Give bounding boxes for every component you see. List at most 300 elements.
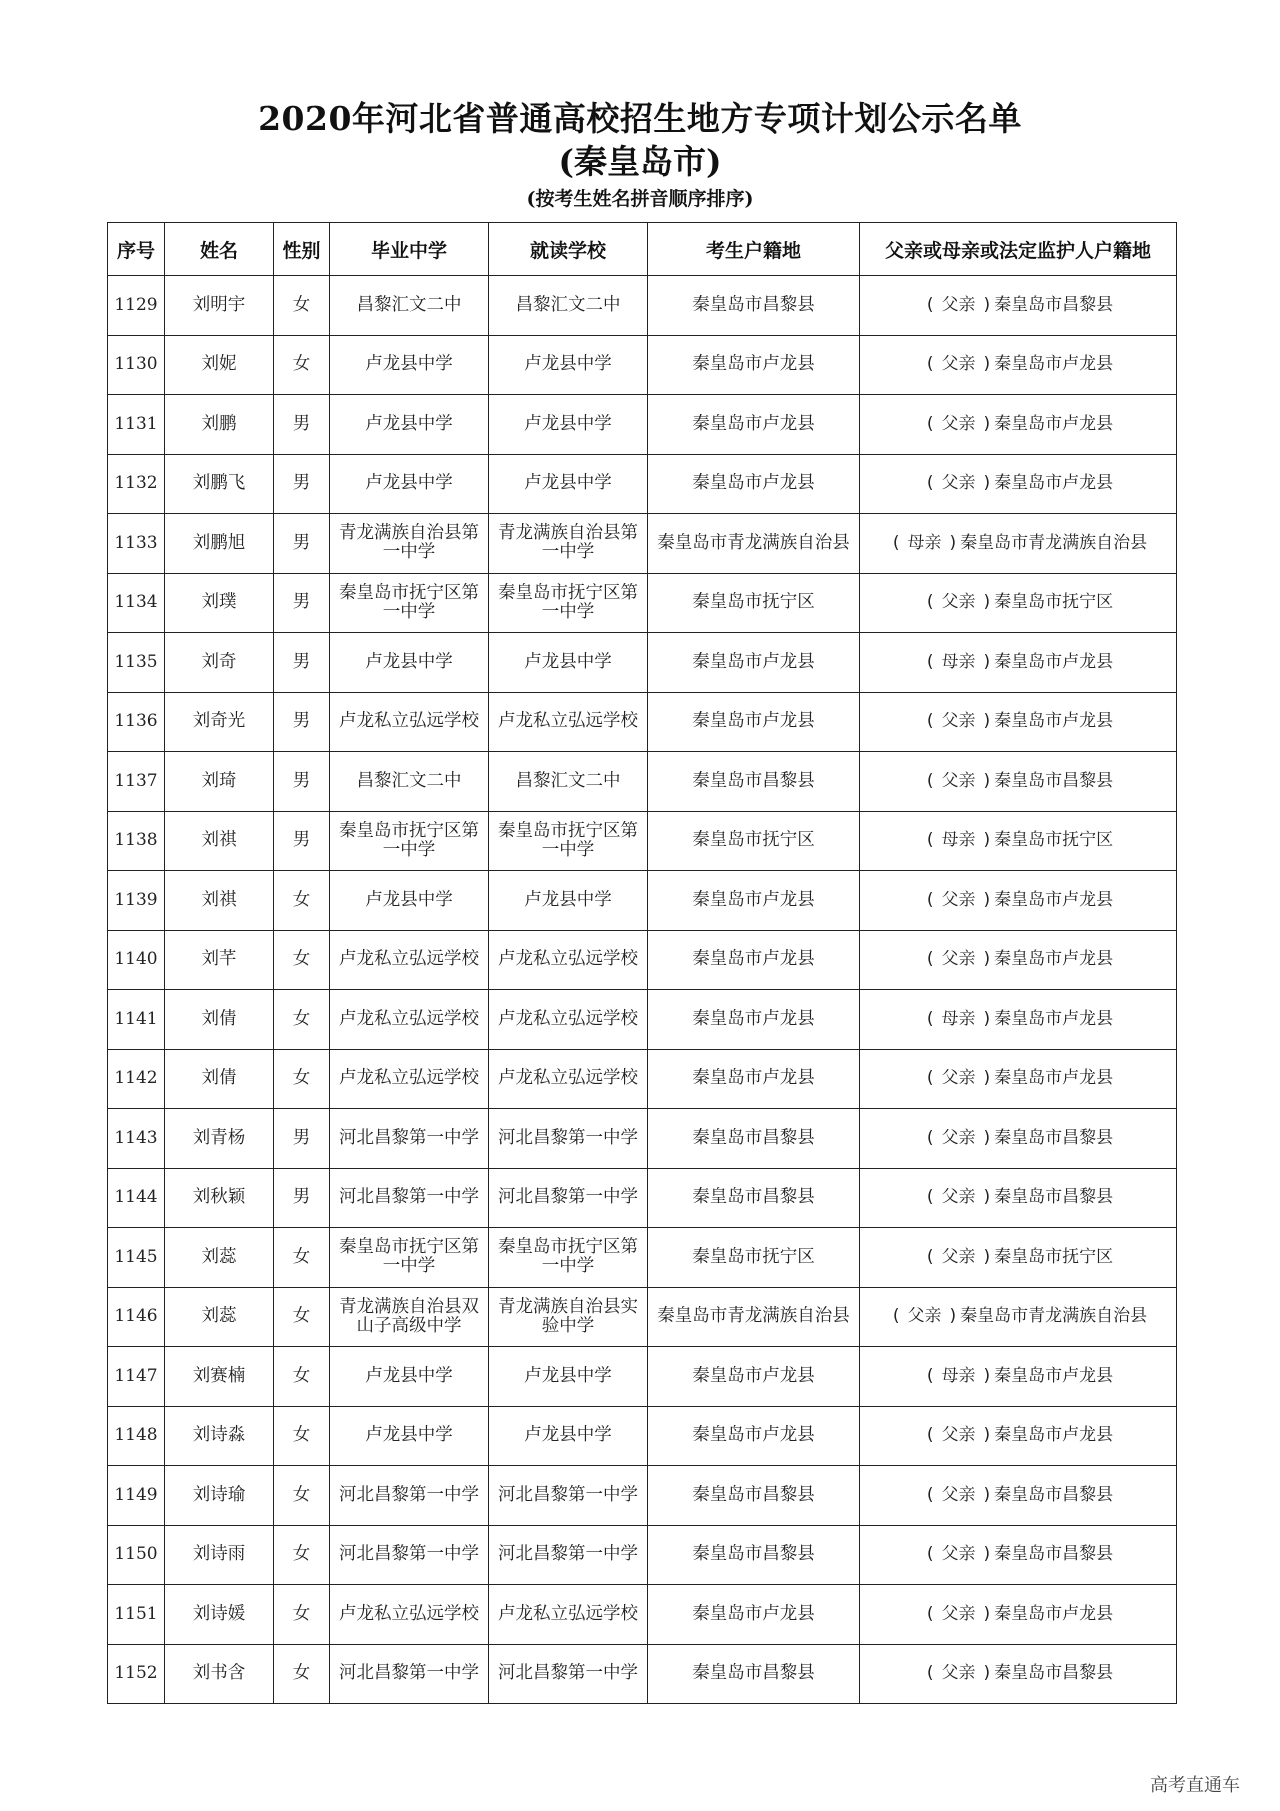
cell-name: 刘奇光 <box>165 692 274 752</box>
cell-seq: 1145 <box>108 1228 165 1288</box>
cell-hukou: 秦皇岛市昌黎县 <box>648 1525 860 1585</box>
cell-current-school: 秦皇岛市抚宁区第一中学 <box>489 811 648 871</box>
relation-close: ) <box>983 1068 991 1089</box>
cell-current-school: 卢龙县中学 <box>489 871 648 931</box>
table-row <box>108 633 1177 693</box>
cell-grad-school: 卢龙私立弘远学校 <box>330 990 489 1050</box>
cell-gender: 男 <box>274 633 330 693</box>
relation-close: ) <box>983 354 991 375</box>
relation-open: ( <box>926 473 934 494</box>
cell-current-school: 昌黎汇文二中 <box>489 752 648 812</box>
cell-name: 刘鹏旭 <box>165 514 274 574</box>
cell-gender: 女 <box>274 276 330 336</box>
cell-hukou: 秦皇岛市青龙满族自治县 <box>648 1287 860 1347</box>
table-row <box>108 811 1177 871</box>
cell-grad-school: 卢龙县中学 <box>330 1347 489 1407</box>
relation-label: 父亲 <box>941 354 976 375</box>
cell-gender: 女 <box>274 1228 330 1288</box>
relation-close: ) <box>983 473 991 494</box>
cell-grad-school: 昌黎汇文二中 <box>330 276 489 336</box>
cell-seq: 1137 <box>108 752 165 812</box>
cell-name: 刘青杨 <box>165 1109 274 1169</box>
cell-hukou: 秦皇岛市卢龙县 <box>648 930 860 990</box>
relation-close: ) <box>983 651 991 672</box>
relation-open: ( <box>926 413 934 434</box>
cell-guardian <box>860 811 1177 871</box>
cell-hukou: 秦皇岛市昌黎县 <box>648 752 860 812</box>
relation-close: ) <box>949 1306 957 1327</box>
cell-current-school: 卢龙县中学 <box>489 454 648 514</box>
cell-seq: 1135 <box>108 633 165 693</box>
cell-guardian <box>860 692 1177 752</box>
relation-label: 父亲 <box>941 770 976 791</box>
cell-current-school: 河北昌黎第一中学 <box>489 1168 648 1228</box>
cell-guardian <box>860 1585 1177 1645</box>
guardian-hukou: 秦皇岛市卢龙县 <box>994 413 1114 434</box>
guardian-hukou: 秦皇岛市昌黎县 <box>994 770 1114 791</box>
relation-close: ) <box>983 770 991 791</box>
cell-current-school: 昌黎汇文二中 <box>489 276 648 336</box>
cell-gender: 女 <box>274 1525 330 1585</box>
table-row <box>108 1644 1177 1704</box>
cell-current-school: 秦皇岛市抚宁区第一中学 <box>489 573 648 633</box>
relation-open: ( <box>926 1603 934 1624</box>
cell-gender: 男 <box>274 752 330 812</box>
relation-close: ) <box>983 889 991 910</box>
cell-guardian <box>860 1109 1177 1169</box>
cell-name: 刘明宇 <box>165 276 274 336</box>
table-row <box>108 990 1177 1050</box>
cell-hukou: 秦皇岛市昌黎县 <box>648 1168 860 1228</box>
cell-name: 刘诗淼 <box>165 1406 274 1466</box>
relation-close: ) <box>983 1365 991 1386</box>
guardian-hukou: 秦皇岛市卢龙县 <box>994 711 1114 732</box>
table-row <box>108 752 1177 812</box>
guardian-hukou: 秦皇岛市卢龙县 <box>994 949 1114 970</box>
cell-grad-school: 河北昌黎第一中学 <box>330 1525 489 1585</box>
cell-grad-school: 卢龙私立弘远学校 <box>330 692 489 752</box>
table-row <box>108 1585 1177 1645</box>
guardian-hukou: 秦皇岛市昌黎县 <box>994 1544 1114 1565</box>
cell-grad-school: 河北昌黎第一中学 <box>330 1109 489 1169</box>
cell-guardian <box>860 752 1177 812</box>
cell-guardian <box>860 1347 1177 1407</box>
cell-seq: 1130 <box>108 335 165 395</box>
cell-grad-school: 卢龙县中学 <box>330 454 489 514</box>
cell-current-school: 卢龙县中学 <box>489 633 648 693</box>
cell-hukou: 秦皇岛市昌黎县 <box>648 1109 860 1169</box>
cell-hukou: 秦皇岛市卢龙县 <box>648 1049 860 1109</box>
relation-open: ( <box>926 949 934 970</box>
relation-close: ) <box>983 294 991 315</box>
cell-hukou: 秦皇岛市卢龙县 <box>648 454 860 514</box>
document-subtitle: (秦皇岛市) <box>558 142 722 181</box>
table-row <box>108 1287 1177 1347</box>
cell-grad-school: 河北昌黎第一中学 <box>330 1168 489 1228</box>
cell-name: 刘妮 <box>165 335 274 395</box>
relation-close: ) <box>983 1663 991 1684</box>
cell-seq: 1151 <box>108 1585 165 1645</box>
cell-hukou: 秦皇岛市卢龙县 <box>648 395 860 455</box>
cell-hukou: 秦皇岛市卢龙县 <box>648 335 860 395</box>
cell-seq: 1147 <box>108 1347 165 1407</box>
cell-grad-school: 青龙满族自治县双山子高级中学 <box>330 1287 489 1347</box>
relation-open: ( <box>926 1425 934 1446</box>
cell-name: 刘璞 <box>165 573 274 633</box>
cell-grad-school: 秦皇岛市抚宁区第一中学 <box>330 573 489 633</box>
relation-open: ( <box>926 1544 934 1565</box>
relation-open: ( <box>926 1663 934 1684</box>
relation-open: ( <box>892 1306 900 1327</box>
cell-name: 刘蕊 <box>165 1287 274 1347</box>
relation-close: ) <box>983 1544 991 1565</box>
cell-hukou: 秦皇岛市卢龙县 <box>648 990 860 1050</box>
table-row <box>108 1109 1177 1169</box>
relation-open: ( <box>926 1246 934 1267</box>
guardian-hukou: 秦皇岛市卢龙县 <box>994 651 1114 672</box>
guardian-hukou: 秦皇岛市卢龙县 <box>994 1603 1114 1624</box>
cell-grad-school: 卢龙私立弘远学校 <box>330 1049 489 1109</box>
cell-guardian <box>860 1287 1177 1347</box>
roster-body <box>108 276 1177 1704</box>
cell-grad-school: 卢龙县中学 <box>330 395 489 455</box>
cell-seq: 1140 <box>108 930 165 990</box>
cell-current-school: 河北昌黎第一中学 <box>489 1525 648 1585</box>
cell-grad-school: 卢龙县中学 <box>330 871 489 931</box>
cell-grad-school: 河北昌黎第一中学 <box>330 1644 489 1704</box>
cell-hukou: 秦皇岛市昌黎县 <box>648 1466 860 1526</box>
relation-label: 母亲 <box>941 651 976 672</box>
header-current-school: 就读学校 <box>489 223 648 276</box>
cell-current-school: 河北昌黎第一中学 <box>489 1466 648 1526</box>
cell-seq: 1143 <box>108 1109 165 1169</box>
cell-name: 刘赛楠 <box>165 1347 274 1407</box>
cell-hukou: 秦皇岛市卢龙县 <box>648 1406 860 1466</box>
header-name: 姓名 <box>165 223 274 276</box>
cell-grad-school: 昌黎汇文二中 <box>330 752 489 812</box>
cell-hukou: 秦皇岛市抚宁区 <box>648 1228 860 1288</box>
relation-open: ( <box>926 1127 934 1148</box>
cell-name: 刘秋颖 <box>165 1168 274 1228</box>
roster-table <box>107 222 1177 1704</box>
cell-guardian <box>860 395 1177 455</box>
cell-grad-school: 秦皇岛市抚宁区第一中学 <box>330 1228 489 1288</box>
guardian-hukou: 秦皇岛市青龙满族自治县 <box>960 532 1148 553</box>
cell-grad-school: 秦皇岛市抚宁区第一中学 <box>330 811 489 871</box>
cell-gender: 女 <box>274 1347 330 1407</box>
header-guardian-hukou: 父亲或母亲或法定监护人户籍地 <box>860 223 1177 276</box>
relation-close: ) <box>983 592 991 613</box>
table-row <box>108 454 1177 514</box>
guardian-hukou: 秦皇岛市昌黎县 <box>994 1663 1114 1684</box>
cell-guardian <box>860 454 1177 514</box>
cell-gender: 男 <box>274 1109 330 1169</box>
relation-close: ) <box>983 1246 991 1267</box>
guardian-hukou: 秦皇岛市抚宁区 <box>994 592 1114 613</box>
cell-seq: 1152 <box>108 1644 165 1704</box>
guardian-hukou: 秦皇岛市昌黎县 <box>994 294 1114 315</box>
table-row <box>108 1406 1177 1466</box>
cell-current-school: 卢龙县中学 <box>489 335 648 395</box>
cell-hukou: 秦皇岛市抚宁区 <box>648 573 860 633</box>
cell-guardian <box>860 1466 1177 1526</box>
cell-gender: 男 <box>274 454 330 514</box>
relation-close: ) <box>983 949 991 970</box>
table-row <box>108 1228 1177 1288</box>
cell-gender: 女 <box>274 990 330 1050</box>
guardian-hukou: 秦皇岛市卢龙县 <box>994 1425 1114 1446</box>
cell-name: 刘琦 <box>165 752 274 812</box>
cell-name: 刘芊 <box>165 930 274 990</box>
guardian-hukou: 秦皇岛市卢龙县 <box>994 1068 1114 1089</box>
cell-seq: 1146 <box>108 1287 165 1347</box>
cell-name: 刘祺 <box>165 811 274 871</box>
cell-current-school: 卢龙县中学 <box>489 1406 648 1466</box>
cell-guardian <box>860 1406 1177 1466</box>
table-row <box>108 514 1177 574</box>
cell-gender: 男 <box>274 514 330 574</box>
cell-name: 刘诗媛 <box>165 1585 274 1645</box>
cell-current-school: 卢龙县中学 <box>489 1347 648 1407</box>
cell-gender: 女 <box>274 1466 330 1526</box>
header-gender: 性别 <box>274 223 330 276</box>
guardian-hukou: 秦皇岛市抚宁区 <box>994 1246 1114 1267</box>
relation-label: 父亲 <box>941 592 976 613</box>
table-row <box>108 1347 1177 1407</box>
table-row <box>108 871 1177 931</box>
relation-label: 父亲 <box>941 889 976 910</box>
relation-label: 父亲 <box>941 1127 976 1148</box>
cell-guardian <box>860 633 1177 693</box>
relation-open: ( <box>926 711 934 732</box>
cell-seq: 1138 <box>108 811 165 871</box>
table-row <box>108 1466 1177 1526</box>
table-row <box>108 335 1177 395</box>
cell-grad-school: 河北昌黎第一中学 <box>330 1466 489 1526</box>
cell-seq: 1144 <box>108 1168 165 1228</box>
relation-open: ( <box>926 1008 934 1029</box>
cell-guardian <box>860 930 1177 990</box>
relation-close: ) <box>983 1484 991 1505</box>
cell-name: 刘奇 <box>165 633 274 693</box>
cell-current-school: 青龙满族自治县第一中学 <box>489 514 648 574</box>
cell-name: 刘祺 <box>165 871 274 931</box>
cell-guardian <box>860 990 1177 1050</box>
cell-grad-school: 卢龙私立弘远学校 <box>330 930 489 990</box>
cell-gender: 女 <box>274 1406 330 1466</box>
guardian-hukou: 秦皇岛市卢龙县 <box>994 473 1114 494</box>
cell-gender: 女 <box>274 1049 330 1109</box>
relation-label: 母亲 <box>907 532 942 553</box>
relation-open: ( <box>926 1365 934 1386</box>
cell-grad-school: 卢龙县中学 <box>330 1406 489 1466</box>
relation-label: 父亲 <box>941 413 976 434</box>
guardian-hukou: 秦皇岛市抚宁区 <box>994 830 1114 851</box>
cell-gender: 男 <box>274 573 330 633</box>
relation-label: 母亲 <box>941 830 976 851</box>
relation-label: 父亲 <box>907 1306 942 1327</box>
cell-seq: 1136 <box>108 692 165 752</box>
sort-note: (按考生姓名拼音顺序排序) <box>526 188 754 210</box>
cell-current-school: 卢龙私立弘远学校 <box>489 990 648 1050</box>
cell-name: 刘蕊 <box>165 1228 274 1288</box>
guardian-hukou: 秦皇岛市昌黎县 <box>994 1127 1114 1148</box>
cell-hukou: 秦皇岛市卢龙县 <box>648 1585 860 1645</box>
relation-close: ) <box>983 711 991 732</box>
cell-guardian <box>860 1049 1177 1109</box>
cell-gender: 男 <box>274 395 330 455</box>
header-grad-school: 毕业中学 <box>330 223 489 276</box>
relation-close: ) <box>983 413 991 434</box>
header-hukou: 考生户籍地 <box>648 223 860 276</box>
cell-current-school: 青龙满族自治县实验中学 <box>489 1287 648 1347</box>
cell-hukou: 秦皇岛市昌黎县 <box>648 276 860 336</box>
relation-close: ) <box>983 1603 991 1624</box>
cell-current-school: 卢龙私立弘远学校 <box>489 692 648 752</box>
relation-open: ( <box>926 1187 934 1208</box>
cell-guardian <box>860 514 1177 574</box>
relation-open: ( <box>926 294 934 315</box>
relation-close: ) <box>983 1127 991 1148</box>
cell-seq: 1148 <box>108 1406 165 1466</box>
cell-seq: 1141 <box>108 990 165 1050</box>
relation-label: 父亲 <box>941 473 976 494</box>
relation-open: ( <box>926 1068 934 1089</box>
cell-seq: 1133 <box>108 514 165 574</box>
table-row <box>108 573 1177 633</box>
guardian-hukou: 秦皇岛市卢龙县 <box>994 1365 1114 1386</box>
relation-close: ) <box>983 1425 991 1446</box>
cell-name: 刘诗瑜 <box>165 1466 274 1526</box>
cell-gender: 女 <box>274 871 330 931</box>
cell-guardian <box>860 1228 1177 1288</box>
document-title: 2020年河北省普通高校招生地方专项计划公示名单 <box>258 99 1022 138</box>
cell-gender: 女 <box>274 1644 330 1704</box>
cell-name: 刘书含 <box>165 1644 274 1704</box>
cell-gender: 女 <box>274 930 330 990</box>
cell-hukou: 秦皇岛市抚宁区 <box>648 811 860 871</box>
cell-current-school: 秦皇岛市抚宁区第一中学 <box>489 1228 648 1288</box>
relation-open: ( <box>892 532 900 553</box>
relation-close: ) <box>949 532 957 553</box>
relation-label: 父亲 <box>941 1187 976 1208</box>
table-row <box>108 395 1177 455</box>
cell-gender: 男 <box>274 811 330 871</box>
cell-guardian <box>860 573 1177 633</box>
cell-name: 刘倩 <box>165 990 274 1050</box>
relation-label: 父亲 <box>941 1663 976 1684</box>
relation-open: ( <box>926 651 934 672</box>
cell-name: 刘鹏飞 <box>165 454 274 514</box>
cell-grad-school: 青龙满族自治县第一中学 <box>330 514 489 574</box>
cell-guardian <box>860 871 1177 931</box>
cell-seq: 1132 <box>108 454 165 514</box>
relation-label: 父亲 <box>941 949 976 970</box>
document-header <box>0 96 1280 214</box>
table-row <box>108 276 1177 336</box>
cell-gender: 女 <box>274 1287 330 1347</box>
guardian-hukou: 秦皇岛市卢龙县 <box>994 889 1114 910</box>
relation-close: ) <box>983 1187 991 1208</box>
cell-seq: 1149 <box>108 1466 165 1526</box>
relation-label: 父亲 <box>941 1425 976 1446</box>
cell-name: 刘鹏 <box>165 395 274 455</box>
cell-current-school: 河北昌黎第一中学 <box>489 1109 648 1169</box>
cell-guardian <box>860 1525 1177 1585</box>
relation-label: 父亲 <box>941 294 976 315</box>
relation-label: 母亲 <box>941 1008 976 1029</box>
relation-label: 父亲 <box>941 1246 976 1267</box>
cell-seq: 1139 <box>108 871 165 931</box>
table-row <box>108 692 1177 752</box>
cell-hukou: 秦皇岛市卢龙县 <box>648 871 860 931</box>
cell-hukou: 秦皇岛市昌黎县 <box>648 1644 860 1704</box>
guardian-hukou: 秦皇岛市青龙满族自治县 <box>960 1306 1148 1327</box>
guardian-hukou: 秦皇岛市昌黎县 <box>994 1484 1114 1505</box>
cell-guardian <box>860 1644 1177 1704</box>
cell-seq: 1150 <box>108 1525 165 1585</box>
relation-close: ) <box>983 1008 991 1029</box>
relation-close: ) <box>983 830 991 851</box>
cell-current-school: 卢龙私立弘远学校 <box>489 930 648 990</box>
relation-open: ( <box>926 830 934 851</box>
relation-open: ( <box>926 1484 934 1505</box>
cell-current-school: 卢龙私立弘远学校 <box>489 1585 648 1645</box>
cell-gender: 女 <box>274 335 330 395</box>
relation-open: ( <box>926 354 934 375</box>
cell-seq: 1142 <box>108 1049 165 1109</box>
cell-gender: 女 <box>274 1585 330 1645</box>
guardian-hukou: 秦皇岛市昌黎县 <box>994 1187 1114 1208</box>
cell-name: 刘倩 <box>165 1049 274 1109</box>
cell-grad-school: 卢龙私立弘远学校 <box>330 1585 489 1645</box>
relation-label: 父亲 <box>941 1484 976 1505</box>
table-row <box>108 1049 1177 1109</box>
guardian-hukou: 秦皇岛市卢龙县 <box>994 354 1114 375</box>
cell-gender: 男 <box>274 692 330 752</box>
relation-label: 父亲 <box>941 711 976 732</box>
cell-grad-school: 卢龙县中学 <box>330 335 489 395</box>
table-row <box>108 1168 1177 1228</box>
cell-current-school: 河北昌黎第一中学 <box>489 1644 648 1704</box>
cell-seq: 1131 <box>108 395 165 455</box>
cell-hukou: 秦皇岛市卢龙县 <box>648 692 860 752</box>
cell-seq: 1129 <box>108 276 165 336</box>
watermark: 高考直通车 <box>1150 1775 1240 1796</box>
relation-label: 母亲 <box>941 1365 976 1386</box>
relation-label: 父亲 <box>941 1544 976 1565</box>
cell-gender: 男 <box>274 1168 330 1228</box>
cell-current-school: 卢龙县中学 <box>489 395 648 455</box>
header-seq: 序号 <box>108 223 165 276</box>
relation-open: ( <box>926 592 934 613</box>
cell-guardian <box>860 276 1177 336</box>
cell-name: 刘诗雨 <box>165 1525 274 1585</box>
cell-guardian <box>860 1168 1177 1228</box>
cell-current-school: 卢龙私立弘远学校 <box>489 1049 648 1109</box>
cell-guardian <box>860 335 1177 395</box>
relation-label: 父亲 <box>941 1603 976 1624</box>
relation-open: ( <box>926 889 934 910</box>
cell-grad-school: 卢龙县中学 <box>330 633 489 693</box>
guardian-hukou: 秦皇岛市卢龙县 <box>994 1008 1114 1029</box>
table-row <box>108 1525 1177 1585</box>
header-row <box>108 223 1177 276</box>
cell-hukou: 秦皇岛市卢龙县 <box>648 1347 860 1407</box>
cell-hukou: 秦皇岛市青龙满族自治县 <box>648 514 860 574</box>
relation-open: ( <box>926 770 934 791</box>
cell-seq: 1134 <box>108 573 165 633</box>
